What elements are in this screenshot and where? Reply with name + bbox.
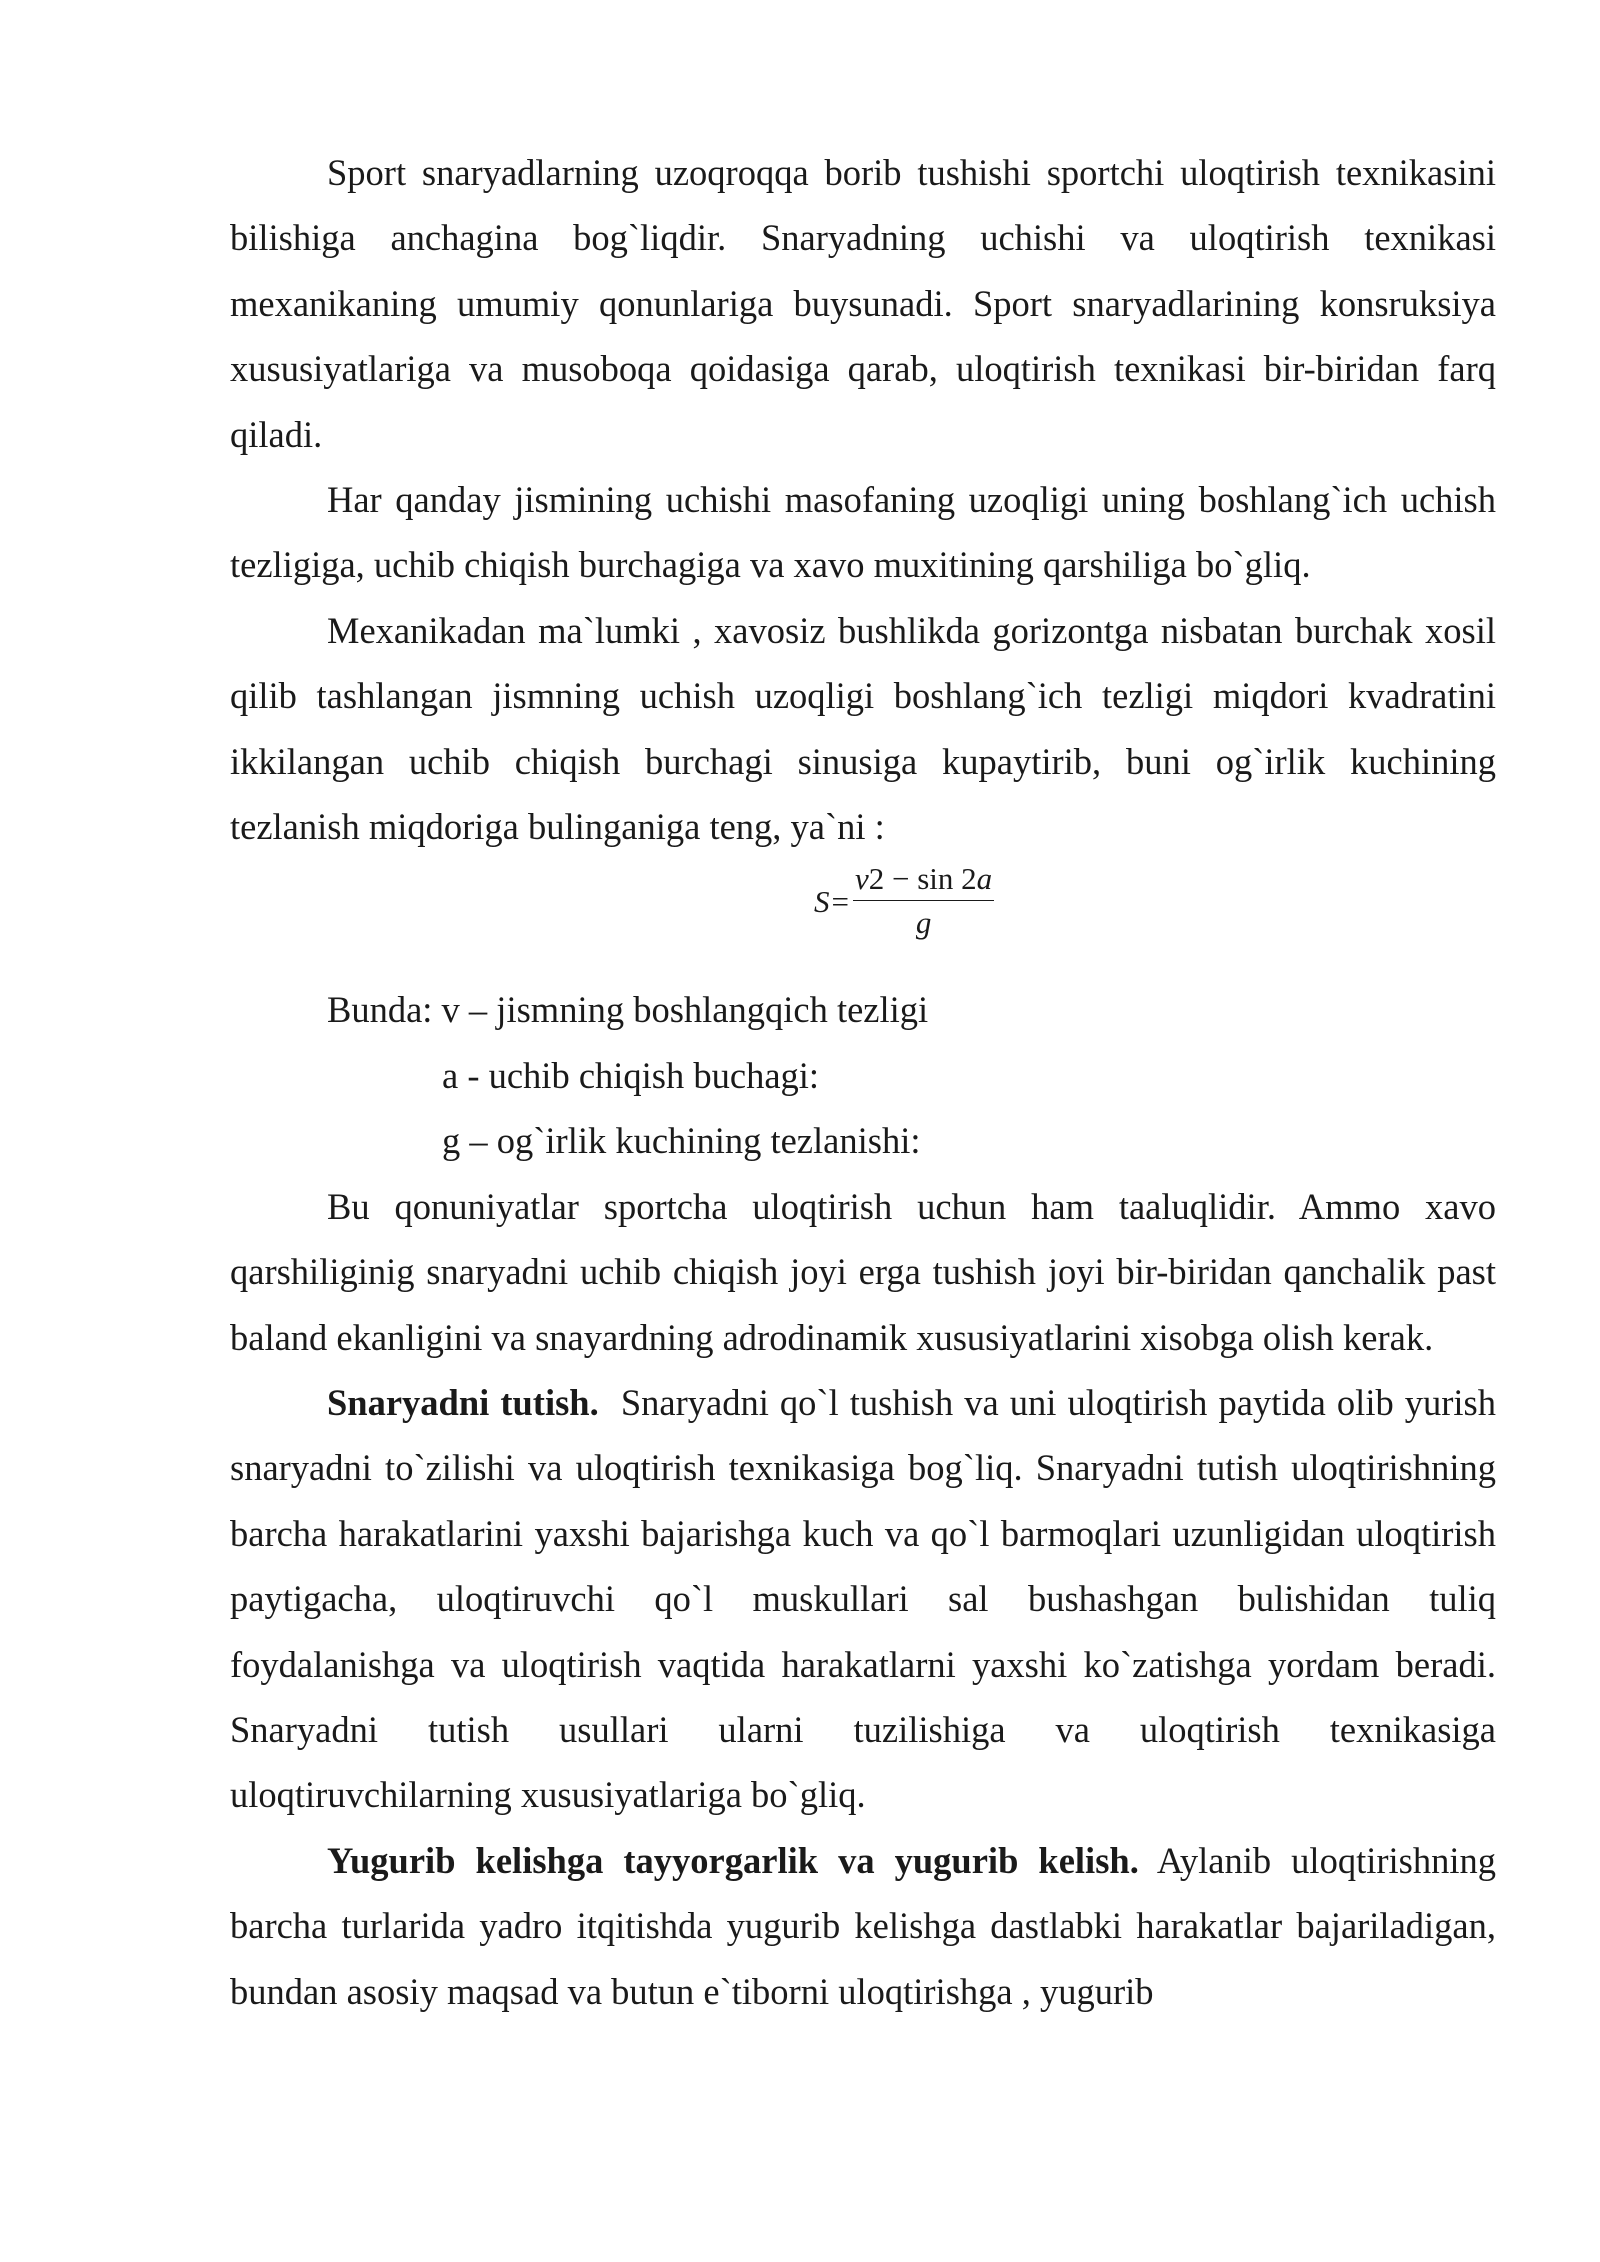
- paragraph-run-up: [230, 1828, 1496, 2024]
- definition-a: a - uchib chiqish buchagi:: [442, 1054, 820, 1096]
- paragraph-holding: [230, 1370, 1496, 1828]
- paragraph-air-resistance: Bu qonuniyatlar sportcha uloqtirish uchun ham taaluqlidir. Ammo xavo qarshiliginig snaryadni uchib chiqish joyi erga tushish joyi bir-biridan qanchalik past baland ekanligini va snayardning adrodinamik xususiyatlarini xisobga olish kerak.: [230, 1185, 1496, 1358]
- formula-block: [230, 859, 1496, 977]
- formula-var-v: v: [854, 861, 869, 897]
- distance-formula: [814, 861, 994, 941]
- paragraph-intro: Sport snaryadlarning uzoqroqqa borib tushishi sportchi uloqtirish texnikasini bilishiga anchagina bog`liqdir. Snaryadning uchishi va uloqtirish texnikasi mexanikaning umumiy qonunlariga buysunadi. Sport snaryadlarining konsruksiya xususiyatlariga va musoboqa qoidasiga qarab, uloqtirish texnikasi bir-biridan farq qiladi.: [230, 152, 1496, 455]
- formula-fraction: [853, 861, 994, 941]
- document-body: [230, 140, 1496, 2024]
- formula-num-middle: 2 − sin 2: [868, 861, 977, 897]
- heading-holding: Snaryadni tutish.: [327, 1381, 599, 1423]
- formula-denominator: g: [915, 905, 932, 941]
- formula-var-a: a: [976, 861, 993, 897]
- formula-lhs: S: [814, 884, 830, 920]
- formula-equals: =: [831, 884, 849, 920]
- definition-g: g – og`irlik kuchining tezlanishi:: [442, 1120, 921, 1162]
- formula-numerator: [853, 863, 994, 901]
- paragraph-holding-text: Snaryadni qo`l tushish va uni uloqtirish paytida olib yurish snaryadni to`zilishi va uloqtirish texnikasiga bog`liq. Snaryadni tutish uloqtirishning barcha harakatlarini yaxshi bajarishga kuch va qo`l barmoqlari uzunligidan uloqtirish paytigacha, uloqtiruvchi qo`l muskullari sal bushashgan bulishidan tuliq foydalanishga va uloqtirish vaqtida harakatlarni yaxshi ko`zatishga yordam beradi. Snaryadni tutish usullari ularni tuzilishiga va uloqtirish texnikasiga uloqtiruvchilarning xususiyatlariga bo`gliq.: [230, 1381, 1497, 1816]
- paragraph-flight-distance: Har qanday jismining uchishi masofaning uzoqligi uning boshlang`ich uchish tezligiga, uchib chiqish burchagiga va xavo muxitining qarshiliga bo`gliq.: [230, 479, 1496, 586]
- heading-run-up: Yugurib kelishga tayyorgarlik va yugurib kelish.: [327, 1839, 1139, 1881]
- definition-v: Bunda: v – jismning boshlangqich tezligi: [327, 989, 929, 1031]
- paragraph-run-up-text: Aylanib uloqtirishning barcha turlarida yadro itqitishda yugurib kelishga dastlabki harakatlar bajariladigan, bundan asosiy maqsad va butun e`tiborni uloqtirishga , yugurib: [230, 1839, 1496, 2012]
- paragraph-mechanics: Mexanikadan ma`lumki , xavosiz bushlikda gorizontga nisbatan burchak xosil qilib tashlangan jismning uchish uzoqligi boshlang`ich tezligi miqdori kvadratini ikkilangan uchib chiqish burchagi sinusiga kupaytirib, buni og`irlik kuchining tezlanish miqdoriga bulinganiga teng, ya`ni :: [230, 609, 1496, 848]
